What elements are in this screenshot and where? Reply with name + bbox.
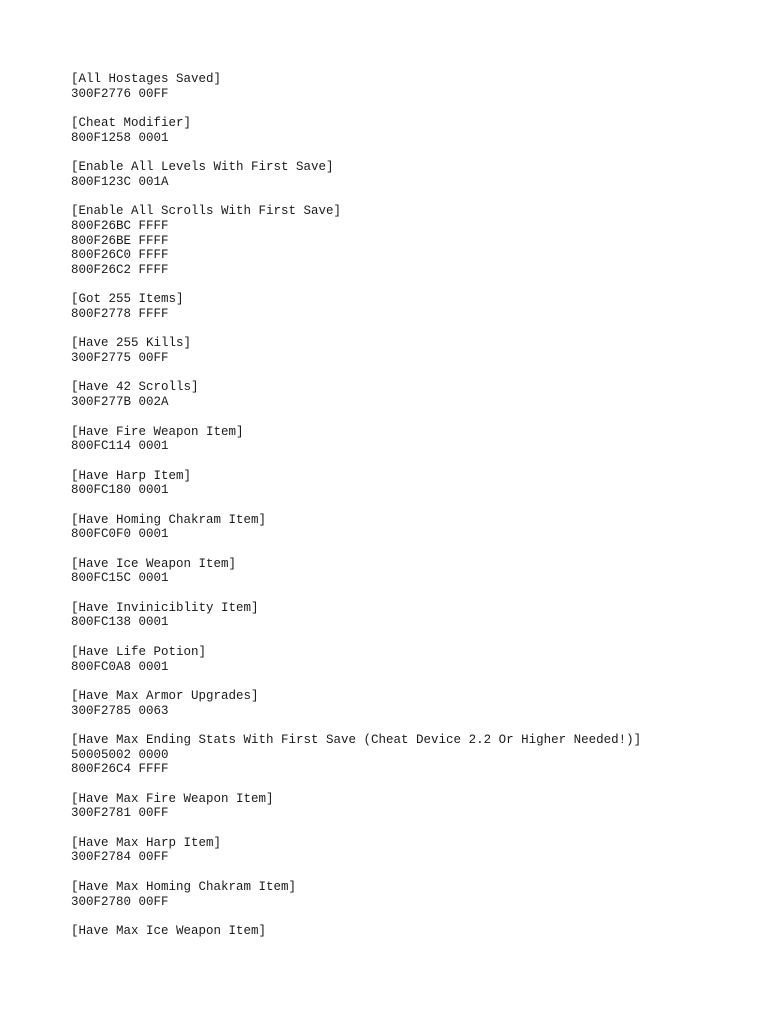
cheat-title: [Have Max Ending Stats With First Save (Cheat Device 2.2 Or Higher Needed!)] bbox=[71, 732, 642, 747]
cheat-title: [Have Fire Weapon Item] bbox=[71, 424, 244, 439]
cheat-title: [All Hostages Saved] bbox=[71, 72, 222, 86]
cheat-title: [Have Max Harp Item] bbox=[71, 835, 222, 850]
cheat-entry bbox=[71, 557, 748, 586]
cheat-title: [Have Max Fire Weapon Item] bbox=[71, 791, 274, 806]
cheat-entry bbox=[71, 292, 748, 321]
cheat-code-line: 800F1258 0001 bbox=[71, 130, 169, 145]
cheat-code-document bbox=[71, 72, 748, 953]
cheat-title: [Have Max Armor Upgrades] bbox=[71, 688, 259, 703]
cheat-entry bbox=[71, 204, 748, 277]
cheat-code-line: 800F26BE FFFF bbox=[71, 233, 169, 248]
cheat-entry bbox=[71, 689, 748, 718]
cheat-entry bbox=[71, 72, 748, 101]
cheat-code-line: 800FC15C 0001 bbox=[71, 571, 169, 586]
cheat-title: [Have Life Potion] bbox=[71, 644, 207, 659]
cheat-code-line: 300F2775 00FF bbox=[71, 351, 169, 366]
cheat-entry bbox=[71, 380, 748, 409]
cheat-title: [Cheat Modifier] bbox=[71, 116, 192, 131]
cheat-title: [Got 255 Items] bbox=[71, 292, 184, 307]
cheat-title: [Have Homing Chakram Item] bbox=[71, 512, 267, 527]
cheat-title: [Have 255 Kills] bbox=[71, 336, 192, 351]
cheat-code-line: 300F2781 00FF bbox=[71, 806, 169, 821]
cheat-entry bbox=[71, 469, 748, 498]
cheat-entry bbox=[71, 513, 748, 542]
cheat-title: [Have Max Ice Weapon Item] bbox=[71, 923, 267, 938]
cheat-code-line: 800F2778 FFFF bbox=[71, 307, 169, 321]
cheat-code-line: 300F277B 002A bbox=[71, 395, 169, 410]
cheat-entry bbox=[71, 792, 748, 821]
cheat-code-line: 800FC114 0001 bbox=[71, 439, 169, 454]
cheat-entry bbox=[71, 836, 748, 865]
cheat-code-line: 800F26C4 FFFF bbox=[71, 762, 169, 777]
cheat-code-line: 300F2785 0063 bbox=[71, 703, 169, 718]
cheat-code-line: 800F26C2 FFFF bbox=[71, 262, 169, 277]
cheat-entry bbox=[71, 645, 748, 674]
cheat-entry bbox=[71, 336, 748, 365]
cheat-entry bbox=[71, 425, 748, 454]
cheat-entry bbox=[71, 880, 748, 909]
cheat-title: [Enable All Scrolls With First Save] bbox=[71, 204, 342, 219]
cheat-code-line: 800F26BC FFFF bbox=[71, 218, 169, 233]
cheat-code-line: 800FC138 0001 bbox=[71, 615, 169, 630]
cheat-code-line: 300F2776 00FF bbox=[71, 86, 169, 101]
cheat-code-line: 800F123C 001A bbox=[71, 174, 169, 189]
cheat-title: [Enable All Levels With First Save] bbox=[71, 160, 334, 175]
cheat-code-line: 800FC0A8 0001 bbox=[71, 659, 169, 674]
cheat-code-line: 800FC0F0 0001 bbox=[71, 527, 169, 542]
cheat-title: [Have Ice Weapon Item] bbox=[71, 556, 237, 571]
cheat-entry bbox=[71, 601, 748, 630]
cheat-code-line: 50005002 0000 bbox=[71, 747, 169, 762]
cheat-entry bbox=[71, 160, 748, 189]
cheat-code-line: 800F26C0 FFFF bbox=[71, 248, 169, 263]
cheat-code-line: 800FC180 0001 bbox=[71, 483, 169, 498]
cheat-entry bbox=[71, 116, 748, 145]
cheat-code-line: 300F2784 00FF bbox=[71, 850, 169, 865]
cheat-title: [Have Inviniciblity Item] bbox=[71, 600, 259, 615]
cheat-title: [Have Max Homing Chakram Item] bbox=[71, 879, 297, 894]
cheat-title: [Have Harp Item] bbox=[71, 468, 192, 483]
cheat-entry bbox=[71, 924, 748, 939]
cheat-entry bbox=[71, 733, 748, 777]
cheat-title: [Have 42 Scrolls] bbox=[71, 380, 199, 395]
cheat-code-line: 300F2780 00FF bbox=[71, 894, 169, 909]
